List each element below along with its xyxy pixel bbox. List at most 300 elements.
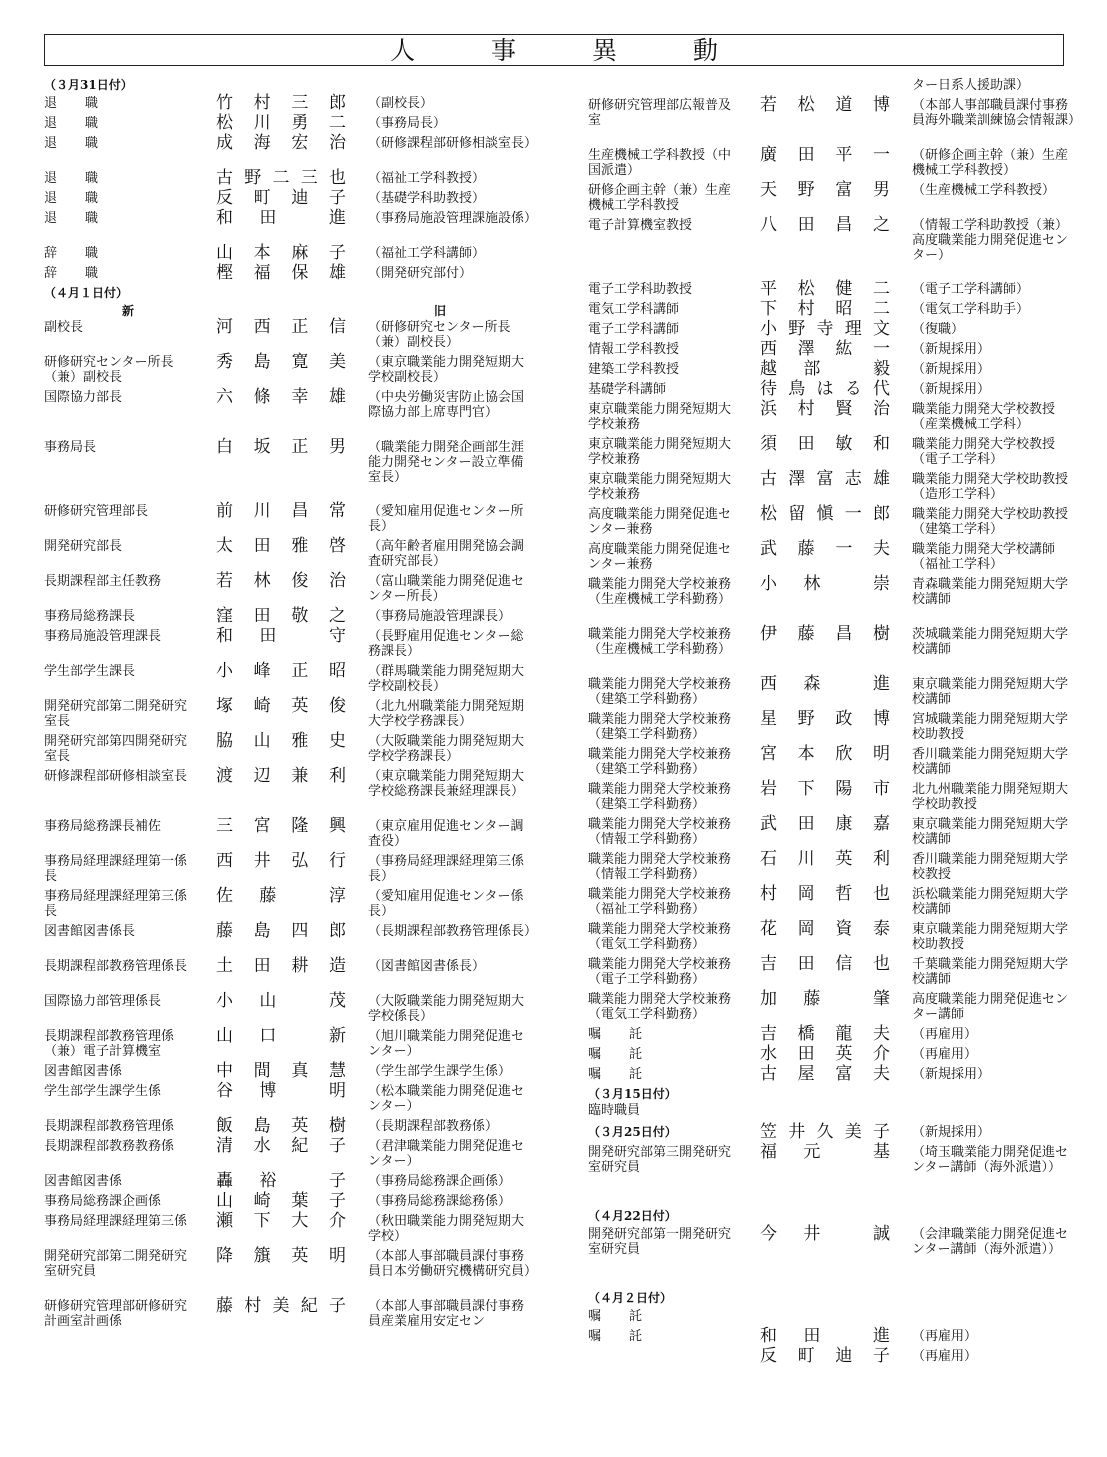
- name-char: 夫: [872, 1024, 890, 1044]
- date-heading: （４月22日付）: [588, 1209, 677, 1223]
- list-item: [44, 1192, 534, 1212]
- new-position: 事務局総務課長補佐: [44, 819, 162, 834]
- name-char: 町: [253, 188, 271, 208]
- person-name: [760, 146, 890, 165]
- list-item: [44, 1246, 538, 1297]
- new-position: 嘱託: [588, 1027, 671, 1042]
- list-item: [588, 850, 1078, 885]
- name-char: 之: [328, 606, 346, 626]
- list-item: [588, 675, 1078, 710]
- previous-position: （長期課程部教務係）: [368, 1119, 499, 1134]
- name-char: 康: [835, 814, 853, 834]
- name-char: 英: [835, 1044, 853, 1064]
- name-char: 西: [216, 851, 233, 871]
- name-char: 耕: [291, 956, 309, 976]
- name-char: 昌: [291, 501, 309, 521]
- name-char: 崎: [253, 696, 271, 716]
- person-name: [216, 114, 346, 133]
- list-item: [44, 1172, 534, 1192]
- person-name: [216, 169, 346, 188]
- previous-position: （事務局施設管理課長）: [368, 609, 512, 624]
- section-label: 臨時職員: [588, 1103, 641, 1118]
- new-position: 退職: [44, 171, 127, 186]
- previous-position: （再雇用）: [912, 1349, 978, 1364]
- name-char: 俊: [291, 571, 309, 591]
- previous-position: （富山職業能力開発促進センター所長）: [368, 574, 525, 604]
- name-char: 田: [253, 536, 271, 556]
- new-position: 嘱託: [588, 1047, 671, 1062]
- name-char: 須: [760, 434, 777, 454]
- person-name: [760, 1123, 890, 1142]
- previous-position: （新規採用）: [912, 1125, 991, 1140]
- person-name: [216, 887, 346, 906]
- name-char: 真: [291, 1061, 309, 1081]
- name-char: る: [844, 379, 862, 399]
- person-name: [216, 732, 346, 751]
- name-char: 宮: [760, 744, 777, 764]
- name-char: 村: [244, 1296, 262, 1316]
- list-item: [44, 852, 534, 887]
- new-position: 東京職業能力開発短期大学校兼務: [588, 437, 732, 467]
- name-char: 迪: [835, 1346, 853, 1366]
- name-char: 元: [803, 1142, 821, 1162]
- new-position: 開発研究部第二開発研究室長: [44, 699, 188, 729]
- name-char: 正: [291, 661, 309, 681]
- name-char: 白: [216, 437, 233, 457]
- name-char: 天: [760, 180, 777, 200]
- name-char: 古: [760, 1064, 777, 1084]
- person-name: [760, 1025, 890, 1044]
- name-char: 石: [760, 849, 777, 869]
- previous-position: （職業能力開発企画部生涯能力開発センター設立準備室長）: [368, 440, 525, 485]
- previous-position: 職業能力開発大学校助教授（建築工学科）: [912, 507, 1069, 537]
- person-name: [216, 1117, 346, 1136]
- list-item: [44, 992, 534, 1027]
- previous-position: （東京雇用促進センター調査役）: [368, 819, 524, 849]
- name-char: 美: [328, 352, 346, 372]
- list-item: [44, 189, 534, 209]
- name-char: 成: [216, 133, 233, 153]
- name-char: 樹: [328, 1116, 346, 1136]
- name-char: 武: [760, 539, 777, 559]
- name-char: 福: [253, 263, 271, 283]
- previous-position: （事務局総務課総務係）: [368, 1194, 512, 1209]
- name-char: 夫: [872, 1064, 890, 1084]
- person-name: [216, 318, 346, 337]
- person-name: [760, 435, 890, 454]
- person-name: [216, 1212, 346, 1231]
- list-item: [588, 146, 1078, 181]
- name-char: 博: [872, 95, 890, 115]
- previous-position: （事務局長）: [368, 116, 447, 131]
- previous-position: （長野雇用促進センター総務課長）: [368, 629, 524, 659]
- name-char: 迪: [291, 188, 309, 208]
- name-char: 明: [328, 1081, 346, 1101]
- previous-position: （北九州職業能力開発短期大学校学務課長）: [368, 699, 525, 729]
- name-char: 前: [216, 501, 233, 521]
- name-char: 松: [797, 95, 815, 115]
- list-item: [588, 920, 1078, 955]
- name-char: 反: [760, 1346, 777, 1366]
- previous-position: （新規採用）: [912, 362, 991, 377]
- new-position: 職業能力開発大学校兼務（生産機械工学科勤務）: [588, 627, 732, 657]
- name-char: 中: [216, 1061, 233, 1081]
- name-char: 水: [760, 1044, 777, 1064]
- name-char: 吉: [760, 1024, 777, 1044]
- person-name: [216, 502, 346, 521]
- person-name: [760, 181, 890, 200]
- list-item: [44, 264, 534, 284]
- name-char: 水: [253, 1136, 271, 1156]
- new-position: 電子工学科助教授: [588, 282, 693, 297]
- name-char: 峰: [253, 661, 271, 681]
- name-char: 富: [835, 1064, 853, 1084]
- name-char: 道: [835, 95, 853, 115]
- name-char: 岩: [760, 779, 777, 799]
- name-char: 本: [253, 243, 271, 263]
- name-char: 伊: [760, 624, 777, 644]
- previous-position: （電子工学科講師）: [912, 282, 1030, 297]
- list-item: [44, 353, 534, 388]
- name-char: 井: [788, 1122, 806, 1142]
- new-position: 退職: [44, 211, 127, 226]
- name-char: 藤: [259, 886, 277, 906]
- person-name: [760, 360, 890, 379]
- name-char: 松: [216, 113, 233, 133]
- new-position: 図書館図書係: [44, 1174, 123, 1189]
- name-char: 條: [253, 387, 271, 407]
- name-char: 二: [328, 113, 346, 133]
- person-name: [216, 992, 346, 1011]
- previous-position: 香川職業能力開発短期大学校教授: [912, 852, 1069, 882]
- previous-position: （長期課程部教務管理係長）: [368, 924, 538, 939]
- name-char: 廣: [760, 145, 777, 165]
- name-char: 史: [328, 731, 346, 751]
- previous-position: （新規採用）: [912, 382, 991, 397]
- name-char: 治: [872, 399, 890, 419]
- list-item: [588, 1143, 1078, 1207]
- person-name: [760, 320, 890, 339]
- name-char: 山: [259, 991, 277, 1011]
- name-char: 笠: [760, 1122, 777, 1142]
- name-char: 哲: [835, 884, 853, 904]
- name-char: 山: [216, 1026, 233, 1046]
- list-item: [44, 169, 534, 189]
- name-char: 夫: [872, 539, 890, 559]
- name-char: 野: [788, 319, 806, 339]
- person-name: [760, 675, 890, 694]
- name-char: 啓: [328, 536, 346, 556]
- name-char: 治: [328, 133, 346, 153]
- left-column: [44, 76, 538, 1332]
- new-position: 電子工学科講師: [588, 322, 680, 337]
- name-char: 郎: [328, 921, 346, 941]
- previous-position: ター日系人援助課）: [912, 78, 1030, 93]
- name-char: 島: [253, 352, 271, 372]
- new-position: 国際協力部長: [44, 390, 123, 405]
- name-char: 隆: [291, 816, 309, 836]
- person-name: [760, 1327, 890, 1346]
- name-char: 竹: [216, 93, 233, 113]
- new-position: 事務局総務課長: [44, 609, 136, 624]
- new-position: 退職: [44, 191, 127, 206]
- name-char: 子: [872, 1346, 890, 1366]
- name-char: 泰: [872, 919, 890, 939]
- previous-position: （埼玉職業能力開発促進センター講師（海外派遣））: [912, 1145, 1069, 1175]
- person-name: [216, 697, 346, 716]
- previous-position: （大阪職業能力開発短期大学校学務課長）: [368, 734, 525, 764]
- previous-position: （新規採用）: [912, 342, 991, 357]
- list-item: [44, 662, 534, 697]
- name-char: 西: [760, 674, 777, 694]
- list-item: [44, 1082, 534, 1117]
- new-position: 開発研究部第二開発研究室研究員: [44, 1249, 188, 1279]
- new-position: 職業能力開発大学校兼務（建築工学科勤務）: [588, 677, 732, 707]
- new-position: 国際協力部管理係長: [44, 994, 162, 1009]
- person-name: [760, 96, 890, 115]
- new-position: 辞職: [44, 246, 127, 261]
- list-item: [44, 697, 534, 732]
- name-char: 川: [253, 113, 271, 133]
- name-char: 葉: [291, 1191, 309, 1211]
- name-char: 部: [803, 359, 821, 379]
- name-char: 島: [253, 1116, 271, 1136]
- name-char: 河: [216, 317, 233, 337]
- new-position: 研修研究管理部広報普及室: [588, 98, 732, 128]
- name-char: 辺: [253, 766, 271, 786]
- list-item: [44, 537, 534, 572]
- previous-position: （再雇用）: [912, 1047, 978, 1062]
- name-char: 古: [216, 168, 233, 188]
- name-char: 正: [291, 317, 309, 337]
- new-position: 事務局長: [44, 440, 97, 455]
- previous-position: （旭川職業能力開発促進センター）: [368, 1029, 525, 1059]
- name-char: 富: [835, 180, 853, 200]
- list-item: [44, 1297, 534, 1332]
- list-item: [44, 438, 534, 502]
- name-char: 藤: [797, 624, 815, 644]
- name-char: 藤: [797, 539, 815, 559]
- person-name: [216, 388, 346, 407]
- new-position: 長期課程部教務管理係: [44, 1119, 175, 1134]
- person-name: [760, 470, 890, 489]
- person-name: [760, 815, 890, 834]
- previous-position: （愛知雇用促進センター係長）: [368, 889, 524, 919]
- name-char: 一: [844, 504, 862, 524]
- name-char: 英: [291, 1246, 309, 1266]
- person-name: [216, 94, 346, 113]
- name-char: 今: [760, 1224, 777, 1244]
- name-char: 川: [253, 501, 271, 521]
- name-char: 宮: [253, 816, 271, 836]
- list-item: [588, 1225, 1078, 1289]
- name-char: 田: [259, 626, 277, 646]
- name-char: 間: [253, 1061, 271, 1081]
- name-char: 野: [244, 168, 262, 188]
- previous-position: （本部人事部職員課付事務員産業雇用安定セン: [368, 1299, 525, 1329]
- name-char: 理: [844, 319, 862, 339]
- name-char: 村: [797, 299, 815, 319]
- name-char: 也: [329, 168, 346, 188]
- name-char: 雄: [873, 469, 890, 489]
- name-char: 本: [797, 744, 815, 764]
- new-position: 高度職業能力開発促進センター兼務: [588, 542, 732, 572]
- previous-position: 宮城職業能力開発短期大学校助教授: [912, 712, 1069, 742]
- name-char: 渡: [216, 766, 233, 786]
- name-char: 瀬: [216, 1211, 233, 1231]
- name-char: 若: [216, 571, 233, 591]
- name-char: 利: [328, 766, 346, 786]
- name-char: 星: [760, 709, 777, 729]
- person-name: [216, 957, 346, 976]
- list-item: [588, 745, 1078, 780]
- list-item: [588, 885, 1078, 920]
- name-char: 田: [253, 606, 271, 626]
- name-char: 文: [873, 319, 890, 339]
- person-name: [216, 572, 346, 591]
- new-position: 図書館図書係: [44, 1064, 123, 1079]
- previous-position: （福祉工学科講師）: [368, 246, 486, 261]
- name-char: 昭: [328, 661, 346, 681]
- name-char: 藤: [803, 989, 821, 1009]
- name-char: 藤: [216, 1296, 233, 1316]
- name-char: 武: [760, 814, 777, 834]
- date-heading: （３月15日付）: [588, 1087, 677, 1101]
- name-char: 常: [328, 501, 346, 521]
- previous-position: （群馬職業能力開発短期大学校副校長）: [368, 664, 525, 694]
- new-position: 研修課程部研修相談室長: [44, 769, 188, 784]
- new-position: 基礎学科講師: [588, 382, 667, 397]
- name-char: 資: [835, 919, 853, 939]
- person-name: [216, 1027, 346, 1046]
- list-item: [588, 360, 1078, 380]
- list-item: [588, 1065, 1078, 1085]
- name-char: 田: [797, 954, 815, 974]
- name-char: 松: [797, 279, 815, 299]
- name-char: 正: [291, 437, 309, 457]
- new-position: 電子計算機室教授: [588, 218, 693, 233]
- previous-position: 東京職業能力開発短期大学校講師: [912, 677, 1069, 707]
- person-name: [760, 540, 890, 559]
- person-name: [216, 189, 346, 208]
- new-position: 職業能力開発大学校兼務（情報工学科勤務）: [588, 852, 732, 882]
- list-item: [588, 320, 1078, 340]
- new-position: 長期課程部主任教務: [44, 574, 162, 589]
- name-char: 英: [291, 696, 309, 716]
- name-char: 毅: [872, 359, 890, 379]
- previous-position: （大阪職業能力開発短期大学校係長）: [368, 994, 525, 1024]
- person-name: [216, 244, 346, 263]
- person-name: [216, 1082, 346, 1101]
- person-name: [760, 745, 890, 764]
- list-item: [588, 1307, 1078, 1327]
- name-char: 紀: [300, 1296, 318, 1316]
- list-item: [588, 780, 1078, 815]
- heading-new: 新: [122, 304, 135, 318]
- new-position: 職業能力開発大学校兼務（建築工学科勤務）: [588, 782, 732, 812]
- person-name: [216, 1247, 346, 1266]
- name-char: 欣: [835, 744, 853, 764]
- person-name: [216, 627, 346, 646]
- previous-position: （情報工学科助教授（兼）高度職業能力開発促進センター）: [912, 218, 1069, 263]
- name-char: 雅: [291, 731, 309, 751]
- new-position: 研修企画主幹（兼）生産機械工学科教授: [588, 183, 732, 213]
- previous-position: （事務局総務課企画係）: [368, 1174, 512, 1189]
- person-name: [216, 852, 346, 871]
- name-char: 進: [872, 1326, 890, 1346]
- new-position: 副校長: [44, 320, 84, 335]
- name-char: 敏: [835, 434, 853, 454]
- name-char: 西: [760, 339, 777, 359]
- name-char: 博: [259, 1081, 277, 1101]
- person-name: [760, 710, 890, 729]
- new-position: 事務局経理課経理第一係長: [44, 854, 188, 884]
- new-position: 開発研究部第四開発研究室長: [44, 734, 188, 764]
- name-char: 古: [760, 469, 777, 489]
- name-char: 脇: [216, 731, 233, 751]
- name-char: 一: [835, 539, 853, 559]
- new-position: 電気工学科講師: [588, 302, 680, 317]
- name-char: 三: [300, 168, 318, 188]
- new-position: 事務局経理課経理第三係: [44, 1214, 188, 1229]
- name-char: 澤: [788, 469, 806, 489]
- name-char: 岡: [797, 884, 815, 904]
- name-char: 越: [760, 359, 777, 379]
- name-char: 志: [844, 469, 862, 489]
- name-char: 田: [797, 1044, 815, 1064]
- new-position: 生産機械工学科教授（中国派遣）: [588, 148, 732, 178]
- list-item: [588, 625, 1078, 675]
- previous-position: 香川職業能力開発短期大学校講師: [912, 747, 1069, 777]
- list-item: [44, 244, 534, 264]
- list-item: [44, 572, 534, 607]
- person-name: [760, 380, 890, 399]
- list-item: [588, 280, 1078, 300]
- name-char: 守: [328, 626, 346, 646]
- previous-position: 高度職業能力開発促進センター講師: [912, 992, 1069, 1022]
- person-name: [216, 264, 346, 283]
- name-char: 子: [328, 1136, 346, 1156]
- previous-position: （福祉工学科教授）: [368, 171, 486, 186]
- name-char: 小: [760, 574, 777, 594]
- name-char: 博: [872, 709, 890, 729]
- name-char: 佐: [216, 886, 233, 906]
- previous-position: （復職）: [912, 322, 965, 337]
- name-char: 裕: [259, 1171, 277, 1191]
- name-char: 介: [872, 1044, 890, 1064]
- name-char: 淳: [328, 886, 346, 906]
- name-char: 花: [760, 919, 777, 939]
- previous-position: 東京職業能力開発短期大学校講師: [912, 817, 1069, 847]
- name-char: 明: [328, 1246, 346, 1266]
- name-char: 塚: [216, 696, 233, 716]
- name-char: 下: [760, 299, 777, 319]
- new-position: 職業能力開発大学校兼務（電子工学科勤務）: [588, 957, 732, 987]
- name-char: 林: [803, 574, 821, 594]
- previous-position: （電気工学科助手）: [912, 302, 1030, 317]
- new-position: 職業能力開発大学校兼務（生産機械工学科勤務）: [588, 577, 732, 607]
- person-name: [760, 280, 890, 299]
- previous-position: （基礎学科助教授）: [368, 191, 486, 206]
- name-char: 田: [797, 814, 815, 834]
- name-char: 若: [760, 95, 777, 115]
- new-position: 退職: [44, 116, 127, 131]
- new-position: 退職: [44, 136, 127, 151]
- person-name: [760, 300, 890, 319]
- name-char: 美: [844, 1122, 862, 1142]
- new-position: 事務局施設管理課長: [44, 629, 162, 644]
- list-item: [588, 540, 1078, 575]
